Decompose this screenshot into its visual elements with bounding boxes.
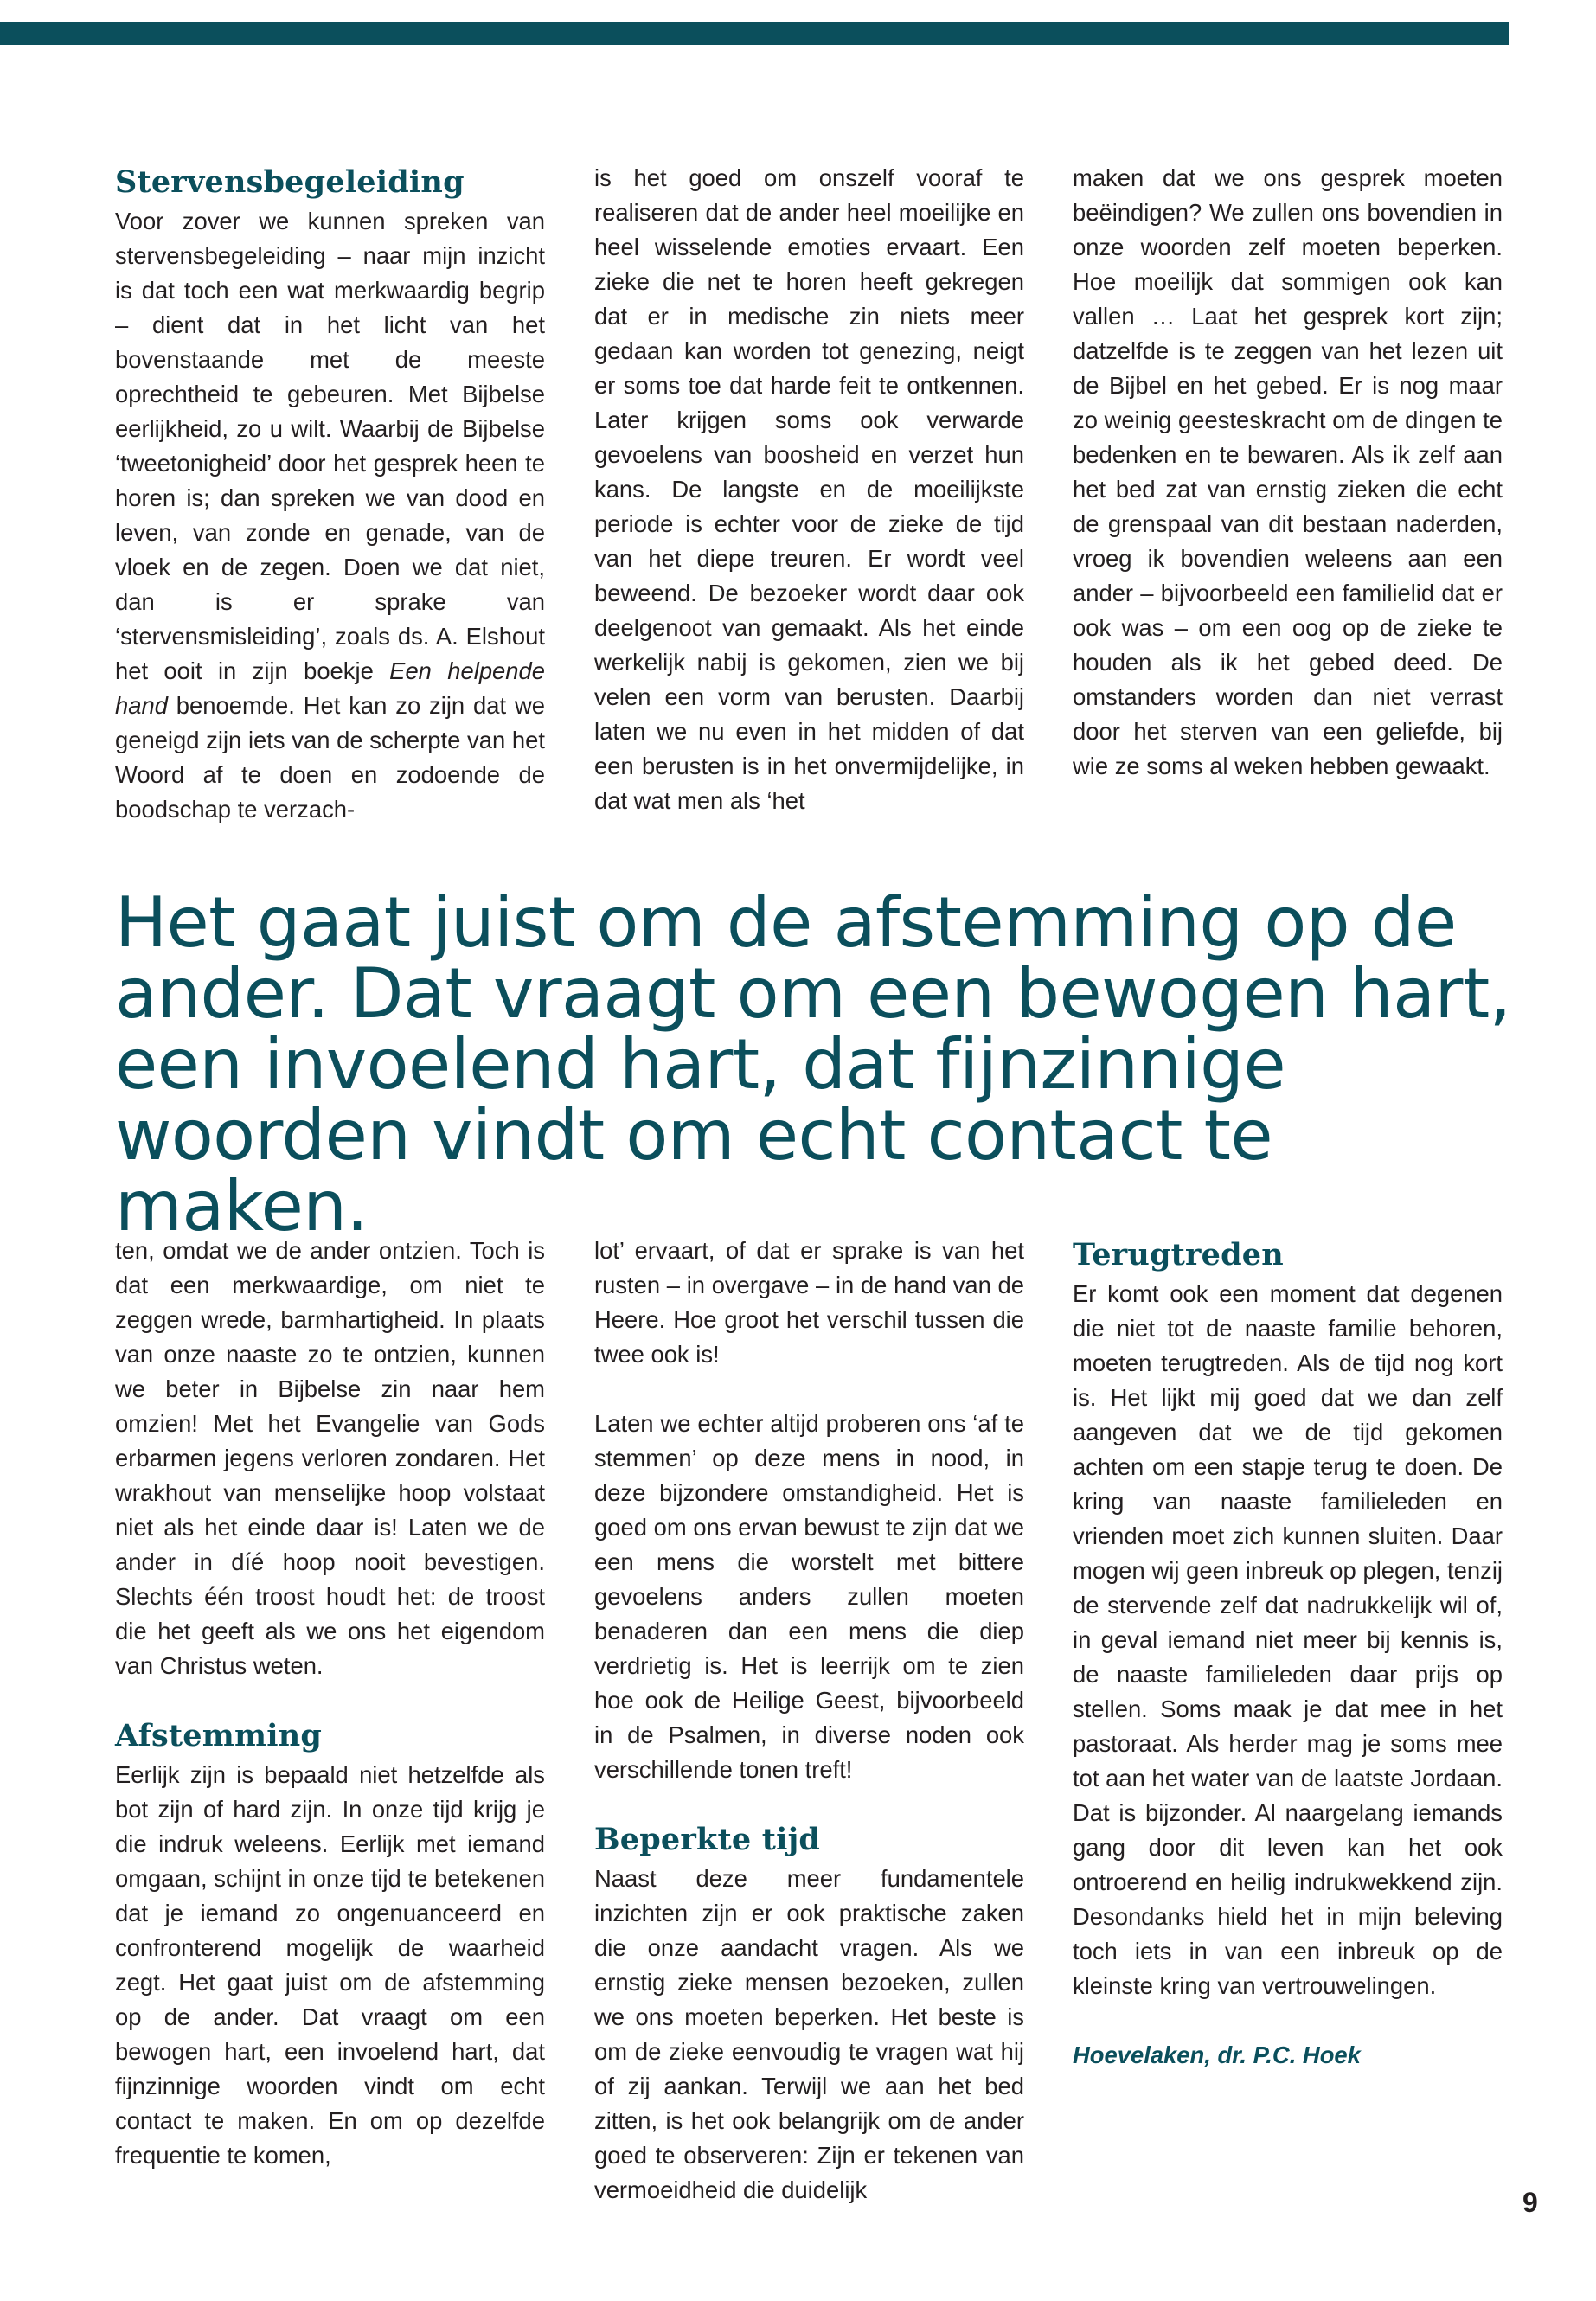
paragraph: is het goed om onszelf vooraf te realiseren dat de ander heel moeilijke en heel wisselende emoties ervaart. Een zieke die net te horen heeft gekregen dat er in medische zin niets meer gedaan kan worden tot genezing, neigt er soms toe dat harde feit te ontkennen. Later krijgen soms ook verwarde gevoelens van boosheid en verzet hun kans. De langste en de moeilijkste periode is echter voor de zieke de tijd van het diepe treuren. Er wordt veel beweend. De bezoeker wordt daar ook deelgenoot van gemaakt. Als het einde werkelijk nabij is gekomen, zien we bij velen een vorm van berusten. Daarbij laten we nu even in het midden of dat een berusten is in het onvermijdelijke, in dat wat men als ‘het (594, 164, 1024, 814)
paragraph: ten, omdat we de ander ontzien. Toch is dat een merkwaardige, om niet te zeggen wrede, barmhartigheid. In plaats van onze naaste zo te ontzien, kunnen we beter in Bijbelse zin naar hem omzien! Met het Evangelie van Gods erbarmen jegens verloren zondaren. Het wrakhout van menselijke hoop volstaat niet als het einde daar is! Laten we de ander in díé hoop nooit bevestigen. Slechts één troost houdt het: de troost die het geeft als we ons het eigendom van Christus weten. (115, 1237, 545, 1679)
paragraph: maken dat we ons gesprek moeten beëindigen? We zullen ons bovendien in onze woorden zelf moeten beperken. Hoe moeilijk dat sommigen ook kan vallen … Laat het gesprek kort zijn; datzelfde is te zeggen van het lezen uit de Bijbel en het gebed. Er is nog maar zo weinig geesteskracht om de dingen te bedenken en te bewaren. Als ik zelf aan het bed zat van ernstig zieken die echt de grenspaal van dit bestaan naderden, vroeg ik bovendien weleens aan een ander – bijvoorbeeld een familielid dat er ook was – om een oog op de zieke te houden als ik het gebed deed. De omstanders worden dan niet verrast door het sterven van een geliefde, bij wie ze soms al weken hebben gewaakt. (1073, 164, 1503, 779)
heading-terugtreden: Terugtreden (1073, 1237, 1284, 1272)
lower-column-1 (115, 1234, 545, 2173)
paragraph: Er komt ook een moment dat degenen die niet tot de naaste familie behoren, moeten terugtreden. Als de tijd nog kort is. Het lijkt mij goed dat we dan zelf aangeven dat we de tijd gekomen achten om een stapje terug te doen. De kring van naaste familieleden en vrienden moet zich kunnen sluiten. Daar mogen wij geen inbreuk op plegen, tenzij de stervende zelf dat nadrukkelijk wil of, in geval iemand niet meer bij kennis is, de naaste familieleden daar prijs op stellen. Soms maak je dat mee in het pastoraat. Als herder mag je soms mee tot aan het water van de laatste Jordaan. Dat is bijzonder. Al naargelang iemands gang door dit leven kan het ook ontroerend en heilig indrukwekkend zijn. Desondanks hield het in mijn beleving toch iets in van een inbreuk op de kleinste kring van vertrouwelingen. (1073, 1280, 1503, 1999)
pull-quote: Het gaat juist om de afstemming op de ander. Dat vraagt om een bewogen hart, een invoelend hart, dat fijnzinnige woorden vindt om echt contact te maken. (115, 882, 1511, 1247)
lower-column-3 (1073, 1234, 1503, 2073)
author-signature: Hoevelaken, dr. P.C. Hoek (1073, 2041, 1361, 2068)
paragraph-text-continued: benoemde. Het kan zo zijn dat we geneigd zijn iets van de scherpte van het Woord af te doen en zodoende de boodschap te verzach- (115, 692, 545, 823)
header-band (0, 22, 1509, 45)
upper-column-3 (1073, 161, 1503, 784)
paragraph (115, 204, 545, 827)
paragraph: Eerlijk zijn is bepaald niet hetzelfde als bot zijn of hard zijn. In onze tijd krijg je die indruk weleens. Eerlijk met iemand omgaan, schijnt in onze tijd te betekenen dat je iemand zo ongenuanceerd en confronterend mogelijk de waarheid zegt. Het gaat juist om de afstemming op de ander. Dat vraagt om een bewogen hart, een invoelend hart, dat fijnzinnige woorden vindt om echt contact te maken. En om op dezelfde frequentie te komen, (115, 1761, 545, 2169)
heading-stervensbegeleiding: Stervensbegeleiding (115, 164, 465, 200)
upper-column-1 (115, 161, 545, 827)
heading-afstemming: Afstemming (115, 1718, 323, 1753)
paragraph: Naast deze meer fundamentele inzichten zijn er ook praktische zaken die onze aandacht vragen. Als we ernstig zieke mensen bezoeken, zullen we ons moeten beperken. Het beste is om de zieke eenvoudig te vragen wat hij of zij aankan. Terwijl we aan het bed zitten, is het ook belangrijk om de ander goed te observeren: Zijn er tekenen van vermoeidheid die duidelijk (594, 1865, 1024, 2203)
paragraph-text: Voor zover we kunnen spreken van stervensbegeleiding – naar mijn inzicht is dat toch een wat merkwaardig begrip – dient dat in het licht van het bovenstaande met de meeste oprechtheid te gebeuren. Met Bijbelse eerlijkheid, zo u wilt. Waarbij de Bijbelse ‘tweetonigheid’ door het gesprek heen te horen is; dan spreken we van dood en leven, van zonde en genade, van de vloek en de zegen. Doen we dat niet, dan is er sprake van ‘stervensmisleiding’, zoals ds. A. Elshout het ooit in zijn boekje (115, 208, 545, 684)
heading-beperkte-tijd: Beperkte tijd (594, 1822, 821, 1857)
upper-column-2 (594, 161, 1024, 818)
page-number: 9 (1522, 2187, 1538, 2218)
book-title: Een helpende hand (115, 657, 545, 719)
paragraph: lot’ ervaart, of dat er sprake is van het rusten – in overgave – in de hand van de Heere. Hoe groot het verschil tussen die twee ook is! (594, 1237, 1024, 1368)
paragraph: Laten we echter altijd proberen ons ‘af te stemmen’ op deze mens in nood, in deze bijzondere omstandigheid. Het is goed om ons ervan bewust te zijn dat we een mens die worstelt met bittere gevoelens anders zullen moeten benaderen dan een mens die diep verdrietig is. Het is leerrijk om te zien hoe ook de Heilige Geest, bijvoorbeeld in de Psalmen, in diverse noden ook verschillende tonen treft! (594, 1410, 1024, 1783)
lower-column-2 (594, 1234, 1024, 2208)
